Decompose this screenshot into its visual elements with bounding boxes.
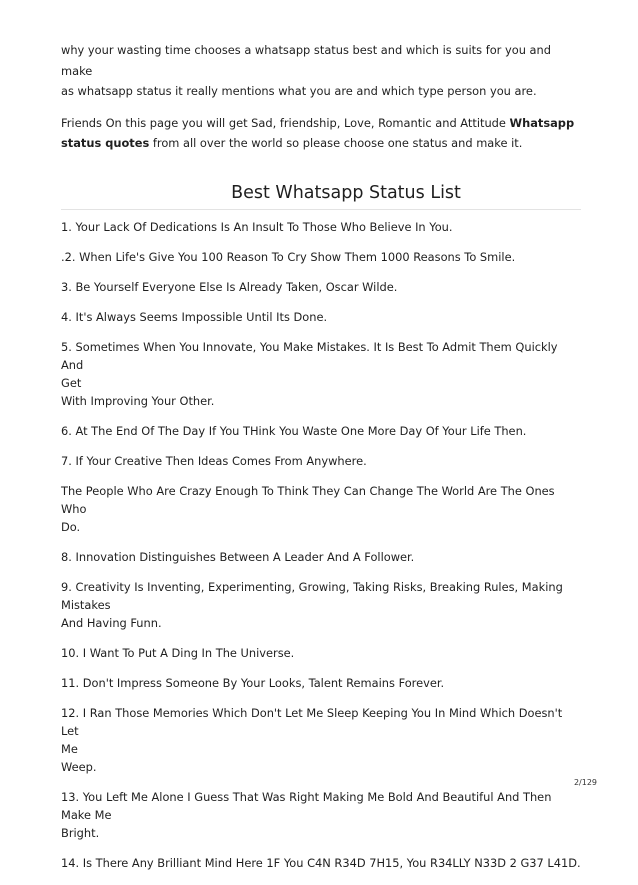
status-item-8: 8. Innovation Distinguishes Between A Leader And A Follower. — [61, 549, 415, 564]
intro-paragraph-2 — [61, 113, 581, 154]
status-item-13: 13. You Left Me Alone I Guess That Was Right Making Me Bold And Beautiful And Then Make Me Bright. — [61, 789, 552, 840]
status-item-1: 1. Your Lack Of Dedications Is An Insult To Those Who Believe In You. — [61, 219, 453, 234]
intro-paragraph-1: why your wasting time chooses a whatsapp status best and which is suits for you and make as whatsapp status it really mentions what you are and which type person you are. — [61, 43, 551, 98]
status-list — [61, 219, 581, 873]
intro-paragraph-2-text: Friends On this page you will get Sad, friendship, Love, Romantic and Attitude — [61, 115, 510, 130]
status-item-11: 11. Don't Impress Someone By Your Looks, Talent Remains Forever. — [61, 676, 445, 691]
intro-bold-whatsapp: Whatsapp — [509, 115, 575, 130]
intro-paragraph-2-tail: from all over the world so please choose one status and make it. — [149, 136, 523, 150]
status-item-7: 7. If Your Creative Then Ideas Comes From Anywhere. — [61, 454, 367, 469]
status-item-12: 12. I Ran Those Memories Which Don't Let Me Sleep Keeping You In Mind Which Doesn't Let Me Weep. — [61, 706, 563, 774]
heading-divider — [61, 209, 581, 210]
status-item-9: 9. Creativity Is Inventing, Experimenting, Growing, Taking Risks, Breaking Rules, Making Mistakes And Having Funn. — [61, 580, 563, 630]
status-item-4: 4. It's Always Seems Impossible Until Its Done. — [61, 310, 328, 325]
status-item-10: 10. I Want To Put A Ding In The Universe. — [61, 645, 295, 660]
page-number: 2/129 — [573, 778, 597, 787]
status-item-unnumbered: The People Who Are Crazy Enough To Think They Can Change The World Are The Ones Who Do. — [61, 484, 555, 534]
status-item-3: 3. Be Yourself Everyone Else Is Already Taken, Oscar Wilde. — [61, 279, 398, 294]
section-heading: Best Whatsapp Status List — [231, 182, 461, 203]
status-item-6: 6. At The End Of The Day If You THink You Waste One More Day Of Your Life Then. — [61, 423, 527, 438]
status-item-2: .2. When Life's Give You 100 Reason To Cry Show Them 1000 Reasons To Smile. — [61, 249, 516, 264]
status-item-5: 5. Sometimes When You Innovate, You Make Mistakes. It Is Best To Admit Them Quickly And Get With Improving Your Other. — [61, 340, 558, 408]
document-body — [61, 40, 581, 885]
status-item-14: 14. Is There Any Brilliant Mind Here 1F You C4N R34D 7H15, You R34LLY N33D 2 G37 L41D. — [61, 855, 581, 870]
intro-bold-status-quotes: status quotes — [61, 136, 150, 150]
